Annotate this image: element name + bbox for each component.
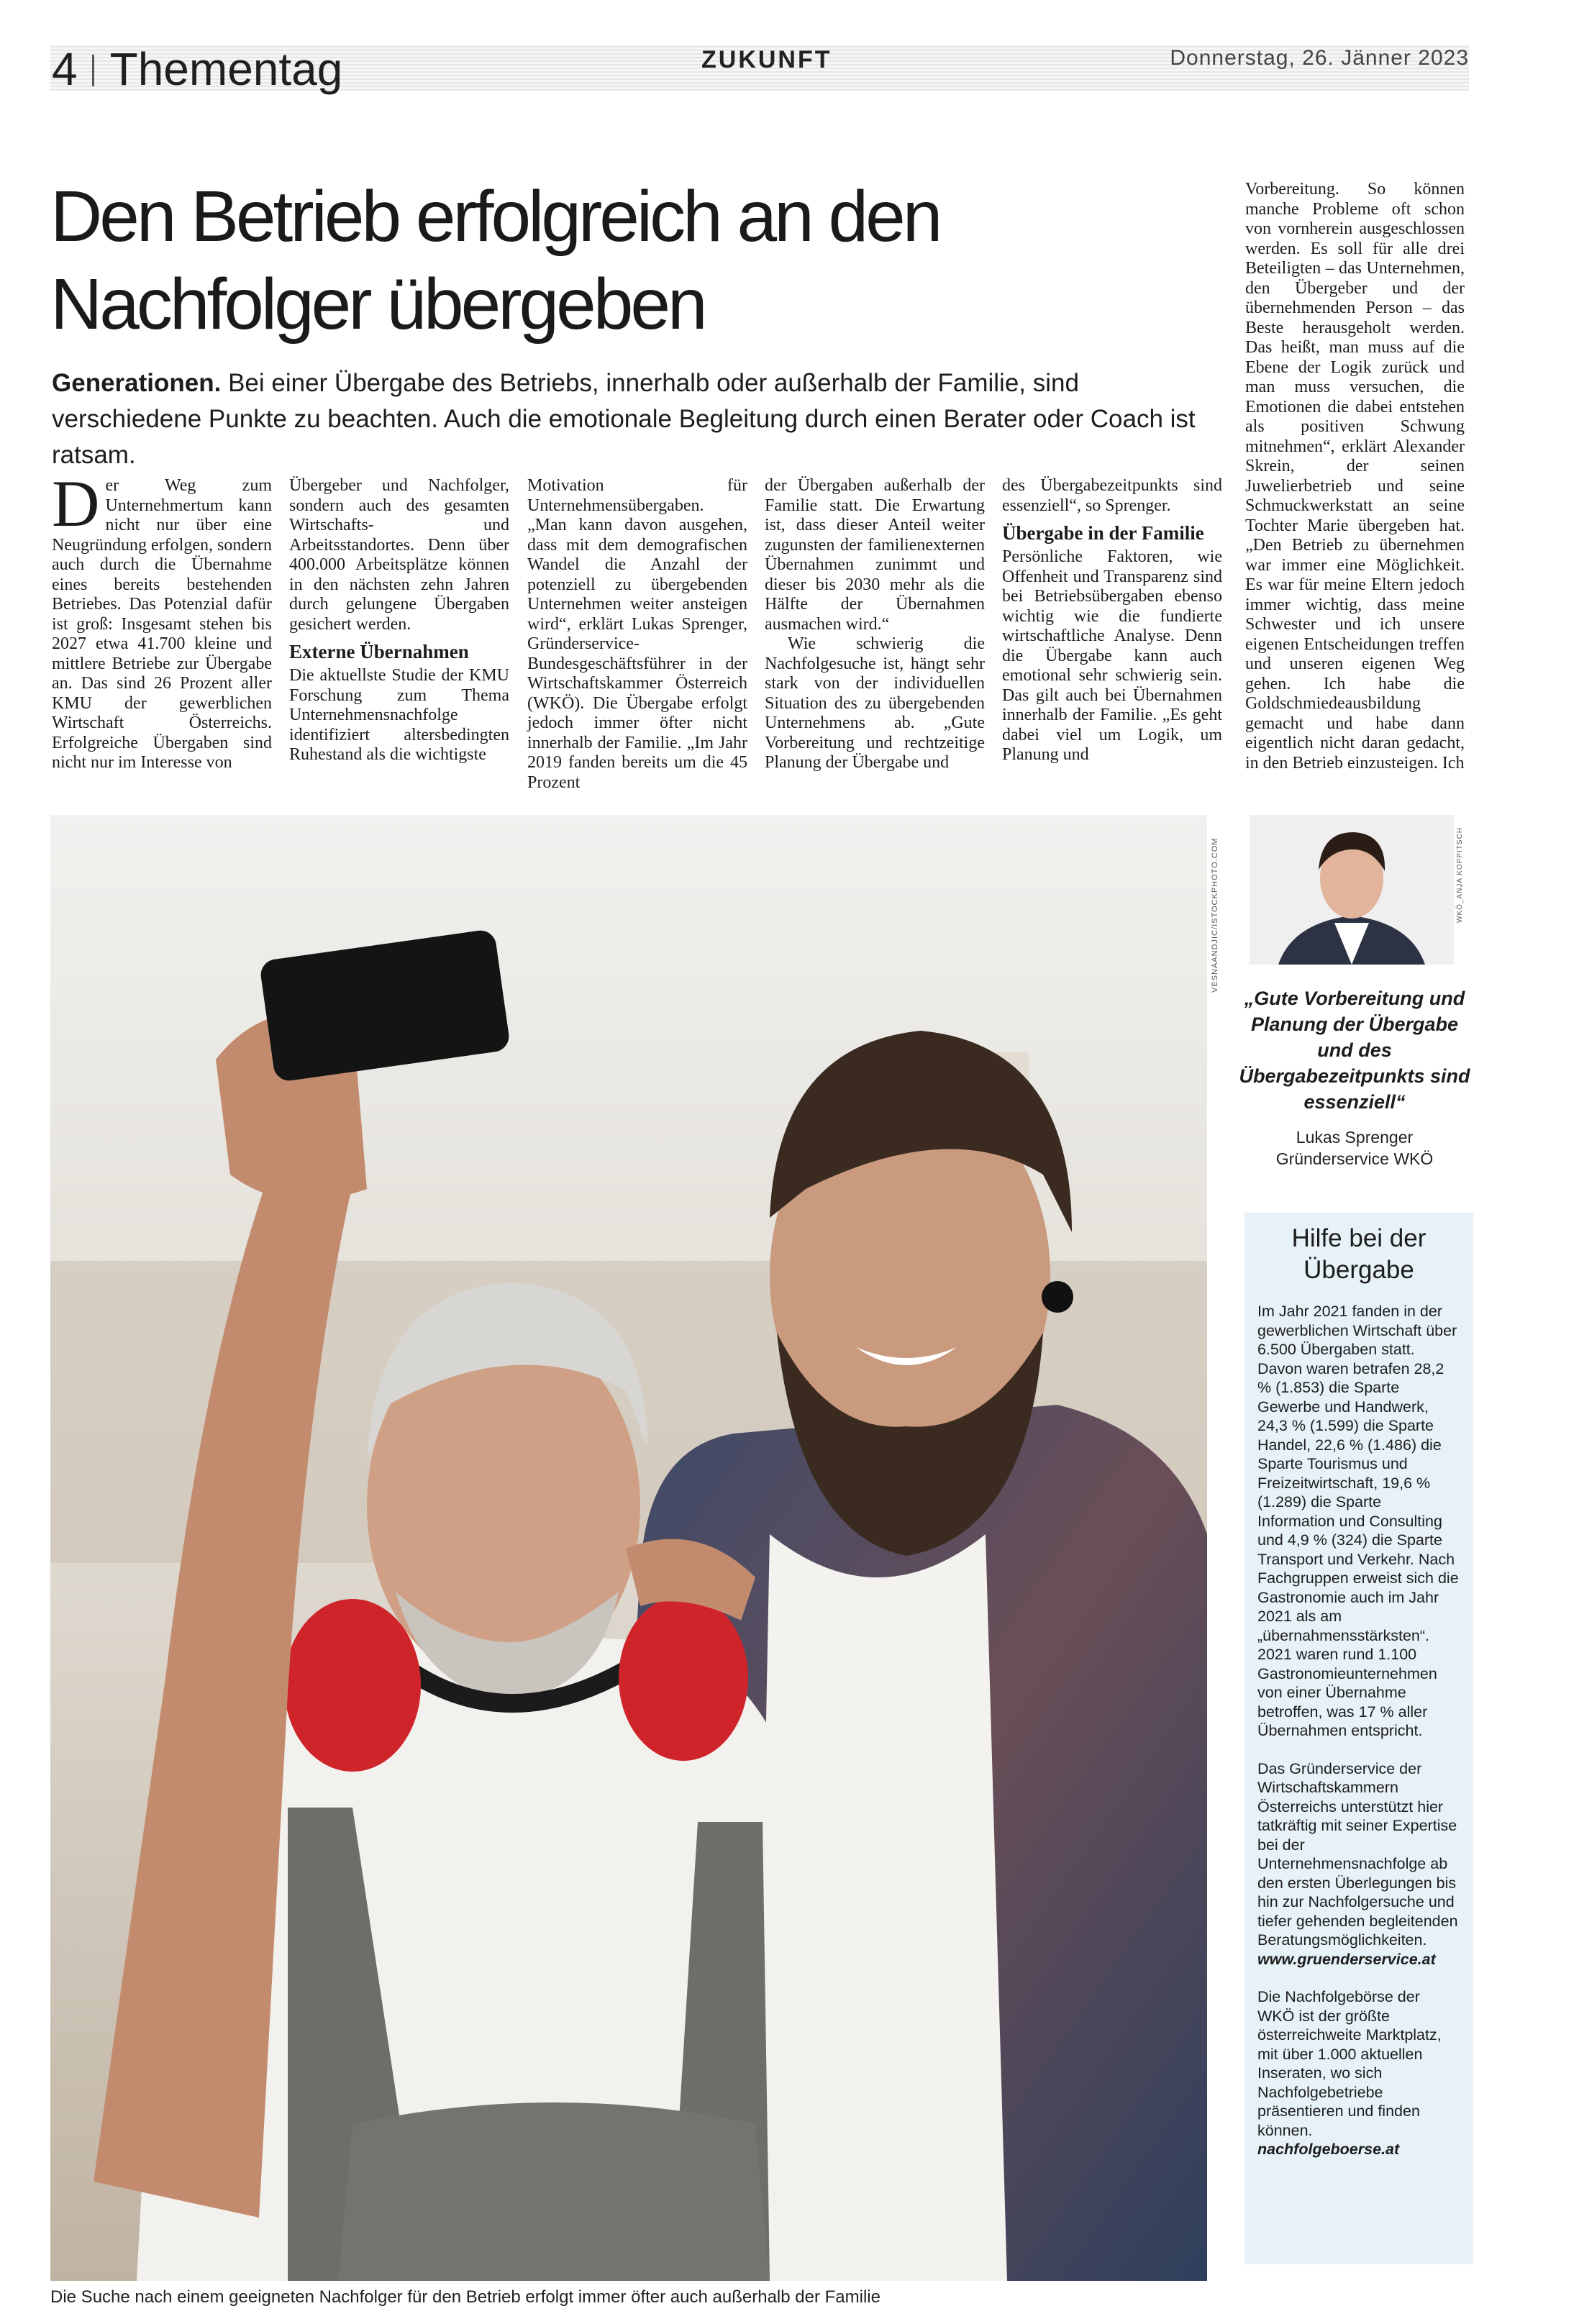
info-box-title (1244, 1223, 1473, 1286)
column-5-text-2: Persönliche Faktoren, wie Offenheit und Transparenz sind bei Betriebsübergaben ebenso wichtig wie die fundierte wirtschaftliche Analyse. Denn die Übergabe kann auch emotional sehr schwierig sein. Das gilt auch bei Übernahmen innerhalb der Familie. „Es geht dabei viel um Logik, um Planung und (1002, 547, 1222, 764)
column-4-text-2: Wie schwierig die Nachfolgesuche ist, hängt sehr stark von der individuellen Situation des zu übergebenden Unternehmens ab. „Gute Vorbereitung und rechtzeitige Planung der Übergabe und (765, 634, 985, 772)
info-box-paragraph-1: Im Jahr 2021 fanden in der gewerblichen Wirtschaft über 6.500 Übergaben statt. Davon waren betrafen 28,2 % (1.853) die Sparte Gewerbe und Handwerk, 24,3 % (1.599) die Sparte Handel, 22,6 % (1.486) die Sparte Tourismus und Freizeitwirtschaft, 19,6 % (1.289) die Sparte Information und Consulting und 4,9 % (324) die Sparte Transport und Verkehr. Nach Fachgruppen erweist sich die Gastronomie auch im Jahr 2021 als am „übernahmensstärksten“. 2021 waren rund 1.100 Gastronomieunternehmen von einer Übernahme betroffen, was 17 % aller Übernahmen entspricht. (1257, 1303, 1459, 1739)
info-box-title-line-2: Übergabe (1303, 1256, 1414, 1284)
quote-attribution (1237, 1126, 1472, 1170)
section-name: Thementag (109, 43, 343, 95)
column-4-text: der Übergaben außerhalb der Familie statt. Die Erwartung ist, dass dieser Anteil weiter zugunsten der familienexternen Übernahmen zunimmt und dieser bis 2030 mehr als die Hälfte der Übernahmen ausmachen wird.“ (765, 476, 985, 634)
column-2-text: Übergeber und Nachfolger, sondern auch des gesamten Wirtschafts- und Arbeitsstandortes. Denn über 400.000 Arbeitsplätze können in den nächsten zehn Jahren durch gelungene Übergaben gesichert werden. (289, 476, 509, 634)
earmuff-right (619, 1595, 748, 1761)
drop-cap: D (52, 467, 100, 540)
column-6-text: Vorbereitung. So können manche Probleme oft schon von vornherein ausgeschlossen werden. Es soll für alle drei Beteiligten – das Unternehmen, den Übergeber und der übernehmenden Person – das Beste herausgeholt werden. Das heißt, man muss auf die Ebene der Logik zurück und man muss versuchen, die Emotionen die dabei entstehen als positiven Schwung mitnehmen“, erklärt Alexander Skrein, der seinen Juwelierbetrieb und seine Schmuckwerkstatt an seine Tochter Marie übergeben hat. „Den Betrieb zu übernehmen war immer eine Möglichkeit. Es war für meine Eltern jedoch immer wichtig, dass meine Schwester und ich unsere eigenen Entscheidungen treffen und unseren eigenen Weg gehen. Ich habe die Goldschmiedeausbildung gemacht und habe dann eigentlich nicht daran gedacht, in den Betrieb einzusteigen. Ich (1245, 180, 1465, 773)
page-header (52, 42, 342, 96)
photo-credit: VESNAANDJIC/ISTOCKPHOTO.COM (1211, 837, 1219, 993)
info-box-title-line-1: Hilfe bei der (1291, 1224, 1426, 1252)
intro-text: Bei einer Übergabe des Betriebs, innerhalb oder außerhalb der Familie, sind verschiedene Punkte zu beachten. Auch die emotionale Begleitung durch einen Berater oder Coach ist ratsam. (52, 369, 1196, 469)
article-headline (50, 173, 1216, 348)
portrait-photo (1250, 815, 1454, 965)
nachfolgeboerse-link[interactable]: nachfolgeboerse.at (1257, 2141, 1400, 2158)
main-photo (50, 815, 1207, 2281)
column-5-text: des Übergabezeitpunkts sind essenziell“, so Sprenger. (1002, 476, 1222, 515)
body-column-6 (1245, 180, 1465, 773)
issue-date: Donnerstag, 26. Jänner 2023 (1170, 46, 1469, 70)
article-intro (52, 365, 1210, 473)
body-column-5 (1002, 476, 1222, 765)
headline-line-1: Den Betrieb erfolgreich an den (50, 176, 940, 257)
body-column-3 (527, 476, 747, 793)
subheading-external-takeovers: Externe Übernahmen (289, 641, 469, 662)
column-2-text-2: Die aktuellste Studie der KMU Forschung zum Thema Unternehmensnachfolge identifiziert altersbedingten Ruhestand als die wichtigste (289, 666, 509, 764)
quote-author-name: Lukas Sprenger (1296, 1128, 1414, 1147)
rubric-label: ZUKUNFT (701, 46, 832, 73)
subheading-family-handover: Übergabe in der Familie (1002, 522, 1204, 544)
portrait-illustration (1250, 815, 1454, 965)
body-column-1 (52, 467, 272, 773)
info-box-text (1257, 1302, 1459, 2178)
ear-tunnel (1042, 1281, 1073, 1313)
headline-line-2: Nachfolger übergeben (50, 264, 705, 345)
page-number: 4 (52, 43, 78, 95)
info-box-paragraph-3-text: Die Nachfolgebörse der WKÖ ist der größte österreichweite Marktplatz, mit über 1.000 aktuellen Inseraten, wo sich Nachfolgebetriebe präsentieren und finden können. (1257, 1988, 1442, 2139)
quote-author-role: Gründerservice WKÖ (1275, 1149, 1434, 1168)
header-divider (92, 55, 94, 86)
info-box-paragraph-2-text: Das Gründerservice der Wirtschaftskammern Österreichs unterstützt hier tatkräftig mit seiner Expertise bei der Unternehmensnachfolge ab den ersten Überlegungen bis hin zur Nachfolgersuche und tiefer gehenden begleitenden Beratungsmöglichkeiten. (1257, 1759, 1458, 1949)
info-box-paragraph-2 (1257, 1759, 1459, 1969)
column-1-text: er Weg zum Unternehmertum kann nicht nur über eine Neugründung erfolgen, sondern auch durch die Übernahme eines bereits bestehenden Betriebes. Das Potenzial dafür ist groß: Insgesamt stehen bis 2027 etwa 41.700 kleine und mittlere Betriebe zur Übergabe an. Das sind 26 Prozent aller KMU der gewerblichen Wirtschaft Österreichs. Erfolgreiche Übergaben sind nicht nur im Interesse von (52, 476, 272, 772)
selfie-illustration (50, 815, 1207, 2281)
gruenderservice-link[interactable]: www.gruenderservice.at (1257, 1950, 1436, 1968)
photo-caption: Die Suche nach einem geeigneten Nachfolger für den Betrieb erfolgt immer öfter auch außerhalb der Familie (50, 2287, 880, 2307)
info-box-paragraph-3 (1257, 1987, 1459, 2159)
body-column-4 (765, 476, 985, 773)
portrait-credit: WKÖ_ANJA KOPPITSCH (1456, 826, 1464, 923)
work-overall (338, 2102, 770, 2281)
intro-label: Generationen. (52, 369, 222, 397)
body-column-2 (289, 476, 509, 765)
earmuff-left (284, 1599, 421, 1772)
pull-quote: „Gute Vorbereitung und Planung der Übergabe und des Übergabezeitpunkts sind essenziell“ (1239, 988, 1470, 1113)
column-3-text: Motivation für Unternehmensübergaben. „Man kann davon ausgehen, dass mit dem demografischen Wandel die Anzahl der potenziell zu übergebenden Unternehmen weiter ansteigen wird“, erklärt Lukas Sprenger, Gründerservice-Bundesgeschäftsführer in der Wirtschaftskammer Österreich (WKÖ). Die Übergabe erfolgt jedoch immer öfter nicht innerhalb der Familie. „Im Jahr 2019 fanden bereits um die 45 Prozent (527, 476, 747, 792)
